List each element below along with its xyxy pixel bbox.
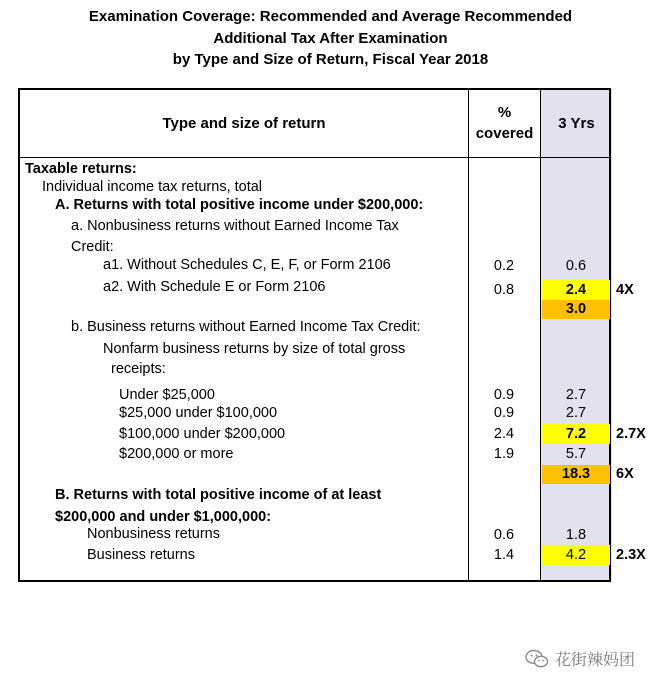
taxable-returns-label: Taxable returns: xyxy=(25,161,137,177)
row-a2-label: a2. With Schedule E or Form 2106 xyxy=(103,279,326,295)
row-bus-multiplier: 2.3X xyxy=(616,547,646,563)
a-line2: Credit: xyxy=(71,239,114,255)
individual-returns-label: Individual income tax returns, total xyxy=(42,179,263,195)
b-sub-line2: receipts: xyxy=(111,361,166,377)
row-a2-multiplier: 4X xyxy=(616,282,634,298)
row-r4-label: $200,000 or more xyxy=(119,446,234,462)
row-bus-label: Business returns xyxy=(87,547,195,563)
column-divider-2 xyxy=(540,88,541,582)
header-yrs: 3 Yrs xyxy=(558,115,595,132)
header-pct-line1: % xyxy=(497,104,512,121)
section-b-line2: $200,000 and under $1,000,000: xyxy=(55,509,272,525)
subtotal-b-multiplier: 6X xyxy=(616,466,634,482)
subtotal-b-yrs: 18.3 xyxy=(542,465,610,484)
row-r2-yrs: 2.7 xyxy=(565,405,587,421)
title-line-3: by Type and Size of Return, Fiscal Year 2018 xyxy=(172,51,489,68)
row-nb-yrs: 1.8 xyxy=(565,527,587,543)
row-nb-pct: 0.6 xyxy=(493,527,515,543)
row-r3-yrs: 7.2 xyxy=(542,424,610,444)
row-bus-pct: 1.4 xyxy=(493,547,515,563)
b-line: b. Business returns without Earned Income Tax Credit: xyxy=(71,319,421,335)
row-r1-pct: 0.9 xyxy=(493,387,515,403)
subtotal-a-yrs: 3.0 xyxy=(542,300,610,319)
row-r2-pct: 0.9 xyxy=(493,405,515,421)
row-nb-label: Nonbusiness returns xyxy=(87,526,220,542)
watermark xyxy=(525,647,635,670)
title-line-2: Additional Tax After Examination xyxy=(213,29,448,47)
header-type: Type and size of return xyxy=(162,115,326,132)
row-a1-label: a1. Without Schedules C, E, F, or Form 2106 xyxy=(103,257,391,273)
row-r2-label: $25,000 under $100,000 xyxy=(119,405,278,421)
b-sub-line1: Nonfarm business returns by size of total gross xyxy=(103,341,406,357)
a-line1: a. Nonbusiness returns without Earned Income Tax xyxy=(71,218,399,234)
section-b-line1: B. Returns with total positive income of at least xyxy=(55,487,382,503)
row-r3-label: $100,000 under $200,000 xyxy=(119,426,286,442)
row-r1-yrs: 2.7 xyxy=(565,387,587,403)
row-r3-multiplier: 2.7X xyxy=(616,426,646,442)
row-a2-pct: 0.8 xyxy=(493,282,515,298)
title-line-1: Examination Coverage: Recommended and Average Recommended xyxy=(88,8,573,25)
row-bus-yrs: 4.2 xyxy=(542,545,610,565)
row-r3-pct: 2.4 xyxy=(493,426,515,442)
row-a1-pct: 0.2 xyxy=(493,258,515,274)
column-divider-1 xyxy=(468,88,469,582)
header-pct-line2: covered xyxy=(475,125,534,142)
wechat-icon xyxy=(525,649,549,669)
row-r1-label: Under $25,000 xyxy=(119,387,215,403)
row-r4-pct: 1.9 xyxy=(493,446,515,462)
watermark-text: 花街辣妈团 xyxy=(555,652,636,669)
page-title xyxy=(0,6,661,71)
row-r4-yrs: 5.7 xyxy=(565,446,587,462)
header-divider xyxy=(18,157,611,158)
section-a-label: A. Returns with total positive income under $200,000: xyxy=(55,197,424,213)
row-a1-yrs: 0.6 xyxy=(565,258,587,274)
row-a2-yrs: 2.4 xyxy=(542,280,610,300)
